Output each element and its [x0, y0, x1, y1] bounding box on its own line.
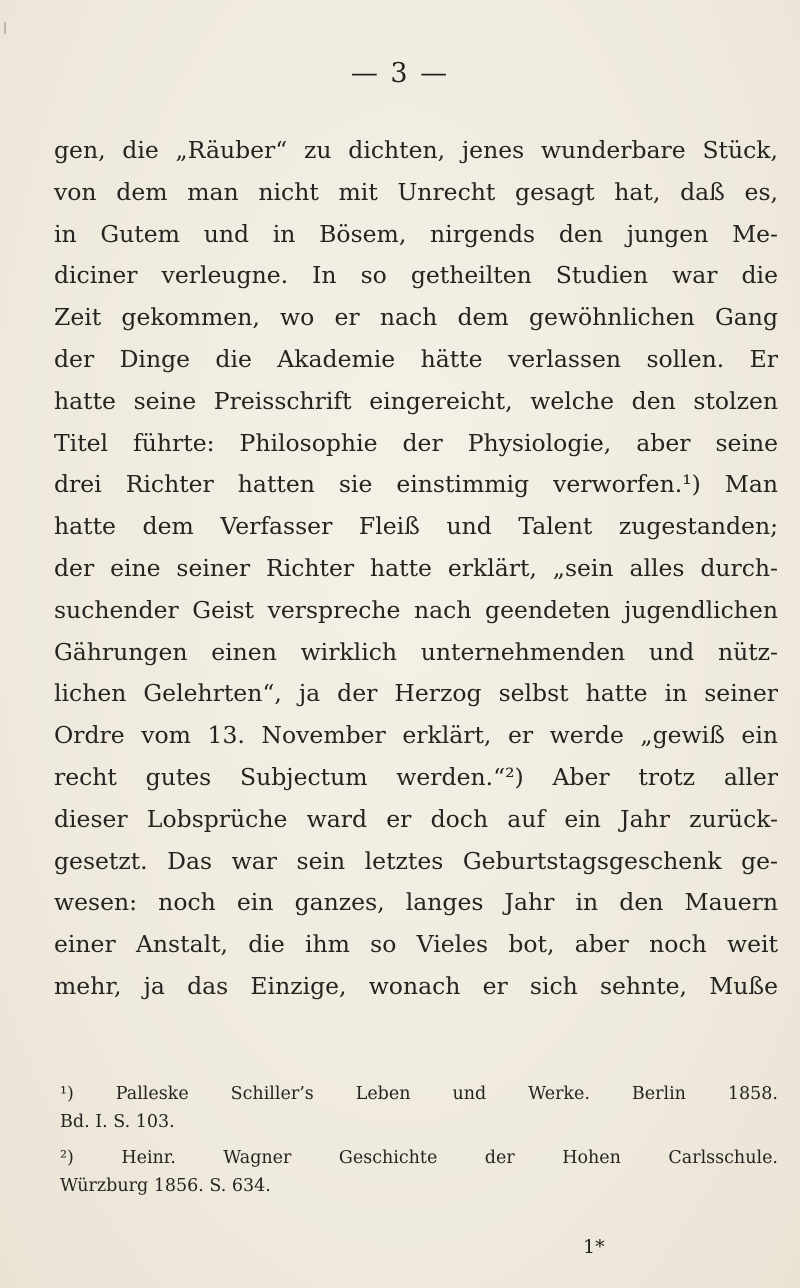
- text-line: gesetzt. Das war sein letztes Geburtstagsgeschenk ge-: [54, 846, 778, 875]
- signature-mark: 1*: [583, 1236, 605, 1258]
- text-line: Gährungen einen wirklich unternehmenden und nütz-: [54, 637, 778, 666]
- text-line: suchender Geist verspreche nach geendeten jugendlichen: [54, 595, 778, 624]
- text-line: in Gutem und in Bösem, nirgends den jungen Me-: [54, 219, 778, 248]
- text-line: hatte dem Verfasser Fleiß und Talent zugestanden;: [54, 512, 778, 541]
- text-line: Titel führte: Philosophie der Physiologie, aber seine: [54, 428, 778, 457]
- text-line: hatte seine Preisschrift eingereicht, welche den stolzen: [54, 386, 778, 415]
- text-line: wesen: noch ein ganzes, langes Jahr in den Mauern: [54, 888, 778, 917]
- page-number-header: — 3 —: [350, 58, 450, 89]
- text-line: mehr, ja das Einzige, wonach er sich sehnte, Muße: [54, 971, 778, 1000]
- text-line: diciner verleugne. In so getheilten Studien war die: [54, 261, 778, 290]
- text-line: drei Richter hatten sie einstimmig verworfen.¹) Man: [54, 470, 778, 499]
- footnote-1-line-2: Bd. I. S. 103.: [60, 1112, 175, 1132]
- body-text: [54, 130, 778, 1008]
- scan-edge-mark: [4, 22, 6, 34]
- footnotes: [60, 1080, 778, 1200]
- text-line: der eine seiner Richter hatte erklärt, „sein alles durch-: [54, 553, 778, 582]
- text-line: gen, die „Räuber“ zu dichten, jenes wunderbare Stück,: [54, 136, 778, 164]
- footnote-2-line-2: Würzburg 1856. S. 634.: [60, 1176, 271, 1196]
- text-line: recht gutes Subjectum werden.“²) Aber trotz aller: [54, 762, 778, 791]
- text-line: der Dinge die Akademie hätte verlassen sollen. Er: [54, 344, 778, 373]
- text-line: von dem man nicht mit Unrecht gesagt hat, daß es,: [54, 177, 778, 206]
- text-line: lichen Gelehrten“, ja der Herzog selbst hatte in seiner: [54, 679, 778, 708]
- text-line: einer Anstalt, die ihm so Vieles bot, aber noch weit: [54, 930, 778, 959]
- text-line: dieser Lobsprüche ward er doch auf ein Jahr zurück-: [54, 804, 778, 833]
- text-line: Ordre vom 13. November erklärt, er werde „gewiß ein: [54, 721, 778, 750]
- footnote-2-line-1: ²) Heinr. Wagner Geschichte der Hohen Carlsschule.: [60, 1148, 778, 1168]
- text-line: Zeit gekommen, wo er nach dem gewöhnlichen Gang: [54, 303, 778, 332]
- footnote-1-line-1: ¹) Palleske Schiller’s Leben und Werke. Berlin 1858.: [60, 1084, 778, 1104]
